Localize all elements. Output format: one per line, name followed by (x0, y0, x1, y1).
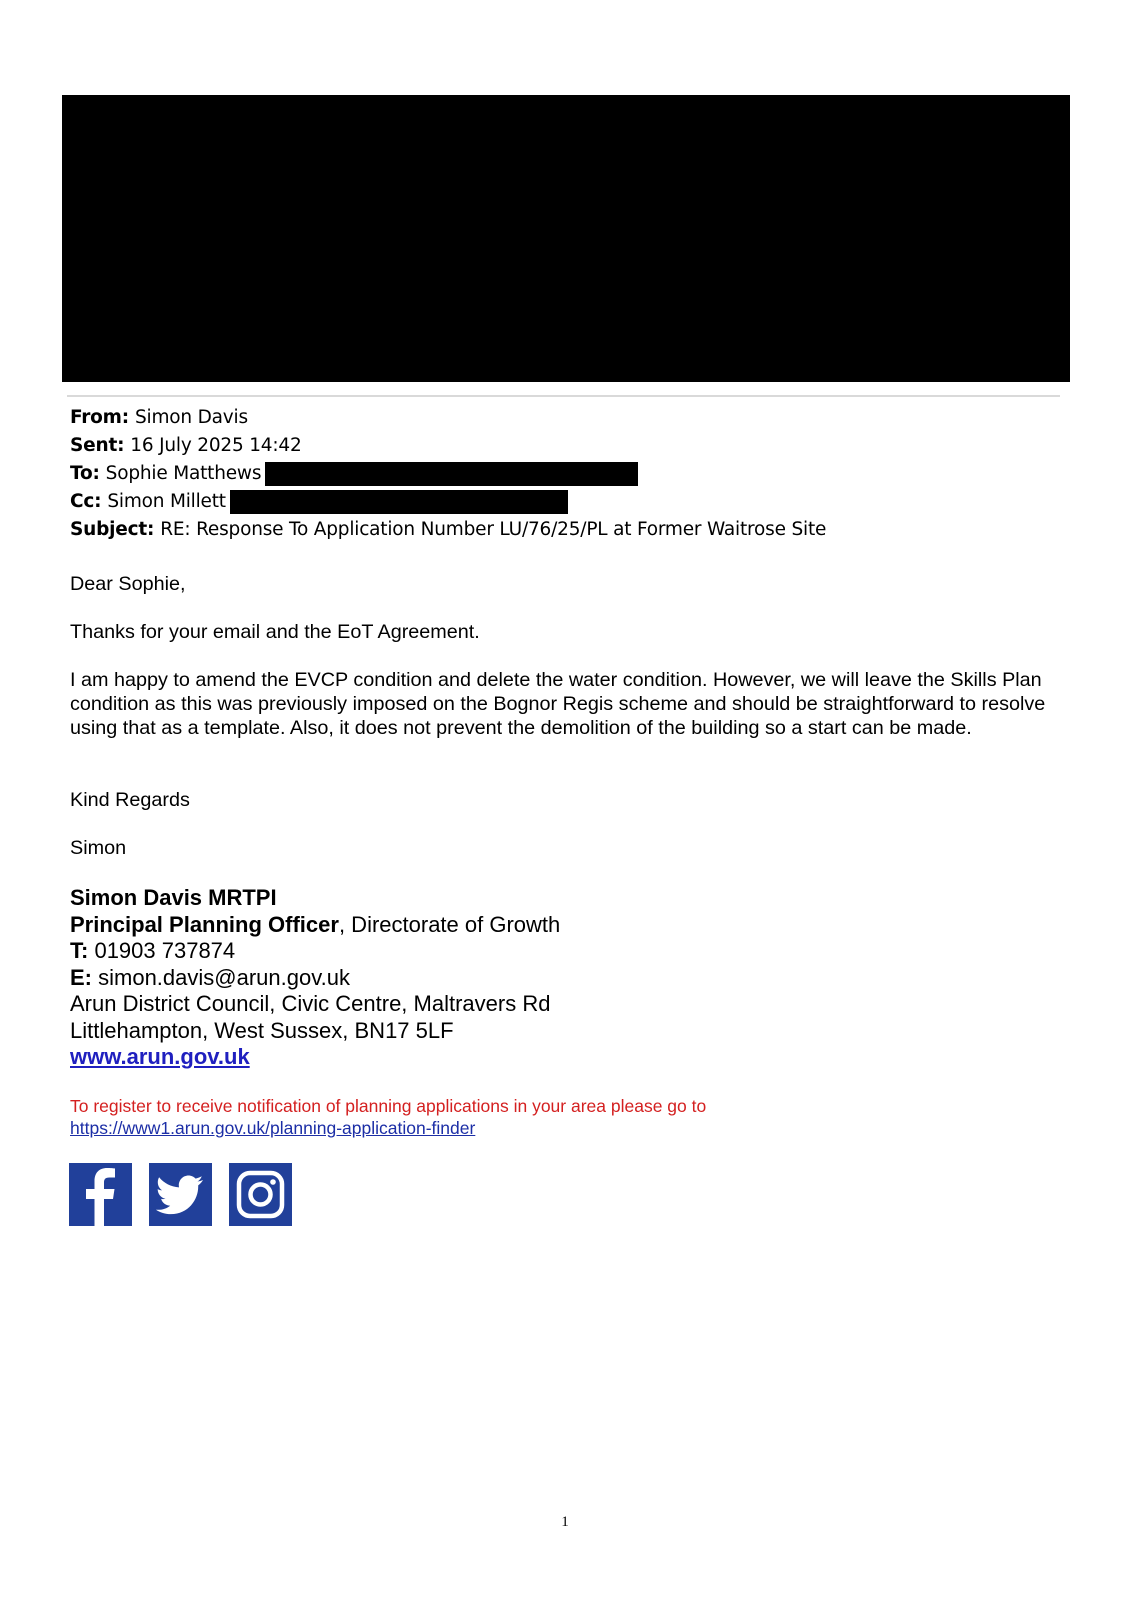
page-number: 1 (561, 1514, 569, 1530)
thanks-paragraph: Thanks for your email and the EoT Agreement. (70, 621, 480, 643)
email-headers (70, 404, 826, 544)
to-line (70, 460, 826, 488)
instagram-icon[interactable] (229, 1163, 292, 1226)
greeting: Dear Sophie, (70, 573, 186, 595)
email-address: simon.davis@arun.gov.uk (98, 964, 350, 990)
phone-label: T: (70, 938, 89, 963)
signature-name: Simon Davis MRTPI (70, 885, 277, 910)
email-label: E: (70, 964, 92, 990)
website-line (70, 1044, 560, 1071)
redacted-to-address (265, 462, 638, 486)
cc-label: Cc: (70, 491, 102, 512)
to-label: To: (70, 463, 100, 484)
from-value: Simon Davis (134, 407, 248, 428)
notice-text: To register to receive notification of planning applications in your area please go to (70, 1096, 707, 1116)
sent-value: 16 July 2025 14:42 (130, 435, 302, 456)
website-link[interactable]: www.arun.gov.uk (70, 1044, 250, 1069)
signoff: Simon (70, 837, 127, 859)
cc-line (70, 488, 826, 516)
address-line-1: Arun District Council, Civic Centre, Maltravers Rd (70, 991, 551, 1016)
signature-department: , Directorate of Growth (338, 911, 561, 937)
twitter-icon[interactable] (149, 1163, 212, 1226)
sent-line (70, 432, 826, 460)
social-links (69, 1163, 292, 1226)
header-divider (67, 395, 1060, 397)
address-line-2: Littlehampton, West Sussex, BN17 5LF (70, 1017, 454, 1043)
redacted-cc-address (230, 490, 568, 514)
sent-label: Sent: (70, 435, 125, 456)
signature-role-line (70, 912, 560, 939)
planning-finder-link[interactable]: https://www1.arun.gov.uk/planning-application-finder (70, 1118, 476, 1138)
main-paragraph: I am happy to amend the EVCP condition and delete the water condition. However, we will leave the Skills Plan condition as this was previously imposed on the Bognor Regis scheme and should be straightforward to resolve using that as a template. Also, it does not prevent the demolition of the building so a start can be made. (70, 669, 1046, 739)
signature-email-line (70, 965, 560, 992)
signature-role: Principal Planning Officer (70, 911, 339, 937)
to-value: Sophie Matthews (105, 463, 262, 484)
redacted-block (62, 95, 1070, 382)
phone-number: 01903 737874 (94, 938, 236, 963)
subject-value: RE: Response To Application Number LU/76/25/PL at Former Waitrose Site (160, 519, 827, 540)
signature-phone-line (70, 938, 560, 965)
subject-line (70, 516, 826, 544)
email-signature (70, 885, 560, 1071)
planning-notice (70, 1095, 706, 1139)
from-line (70, 404, 826, 432)
closing: Kind Regards (70, 789, 190, 811)
from-label: From: (70, 407, 129, 428)
facebook-icon[interactable] (69, 1163, 132, 1226)
subject-label: Subject: (70, 519, 155, 540)
cc-value: Simon Millett (107, 491, 226, 512)
